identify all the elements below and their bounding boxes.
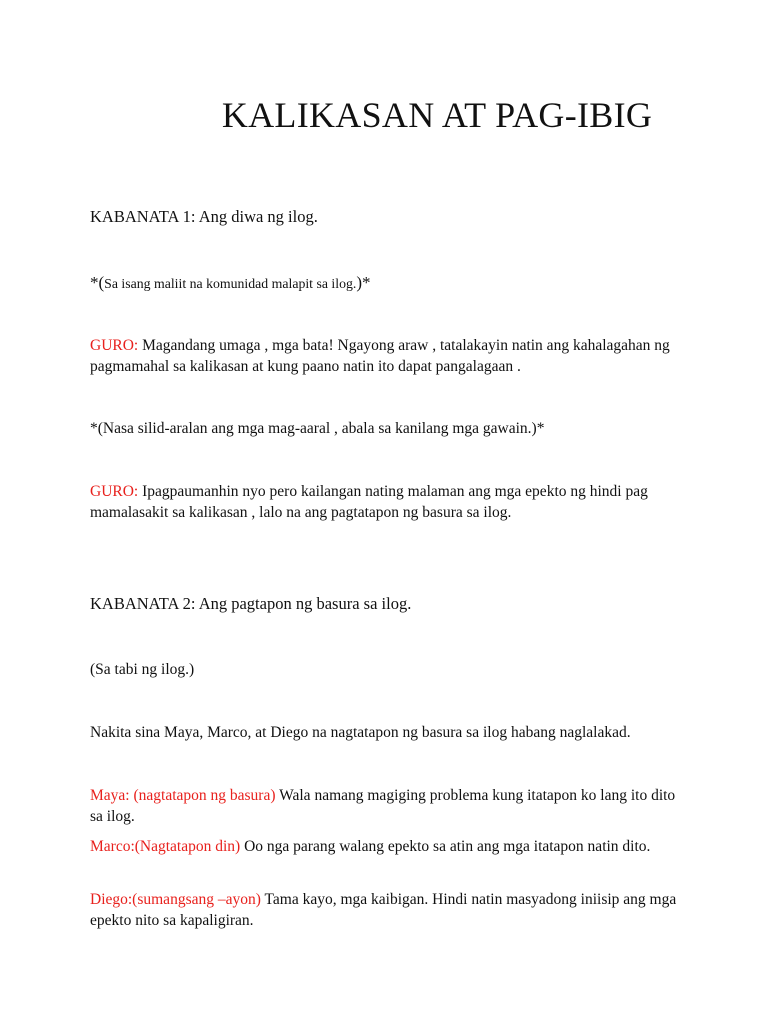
stage-direction: *(Nasa silid-aralan ang mga mag-aaral , abala sa kanilang mga gawain.)*	[90, 420, 545, 437]
dialogue-guro-1	[90, 335, 680, 377]
scene-text: Sa isang maliit na komunidad malapit sa ilog.	[104, 276, 357, 291]
scene-open-mark: *(	[90, 273, 105, 292]
dialogue-text: Oo nga parang walang epekto sa atin ang mga itatapon natin dito.	[240, 838, 651, 855]
dialogue-text: Tama kayo, mga kaibigan. Hindi natin masyadong iniisip ang mga epekto nito sa kapaligiran.	[90, 891, 677, 929]
speaker-diego: Diego:(sumangsang –ayon)	[90, 891, 261, 908]
dialogue-text: Ipagpaumanhin nyo pero kailangan nating malaman ang mga epekto ng hindi pag mamalasakit sa kalikasan , lalo na ang pagtatapon ng basura sa ilog.	[90, 483, 648, 521]
narration: Nakita sina Maya, Marco, at Diego na nagtatapon ng basura sa ilog habang naglalakad.	[90, 724, 631, 741]
chapter-2-scene: (Sa tabi ng ilog.)	[90, 661, 195, 678]
dialogue-guro-2	[90, 481, 680, 523]
scene-close-mark: )*	[356, 273, 371, 292]
document-title: KALIKASAN AT PAG-IBIG	[221, 95, 653, 135]
speaker-marco: Marco:(Nagtatapon din)	[90, 838, 241, 855]
chapter-1-heading: KABANATA 1: Ang diwa ng ilog.	[90, 207, 318, 226]
dialogue-text: Magandang umaga , mga bata! Ngayong araw , tatalakayin natin ang kahalagahan ng pagmamahal sa kalikasan at kung paano natin ito dapat pangalagaan .	[90, 337, 670, 375]
speaker-guro: GURO:	[90, 337, 139, 354]
speaker-guro: GURO:	[90, 483, 139, 500]
dialogue-maya	[90, 785, 680, 827]
dialogue-text: Wala namang magiging problema kung itatapon ko lang ito dito sa ilog.	[90, 787, 676, 825]
dialogue-marco	[90, 836, 680, 857]
speaker-maya: Maya: (nagtatapon ng basura)	[90, 787, 276, 804]
chapter-2-heading: KABANATA 2: Ang pagtapon ng basura sa ilog.	[90, 594, 412, 613]
dialogue-diego	[90, 889, 680, 931]
chapter-1-scene	[90, 272, 680, 294]
